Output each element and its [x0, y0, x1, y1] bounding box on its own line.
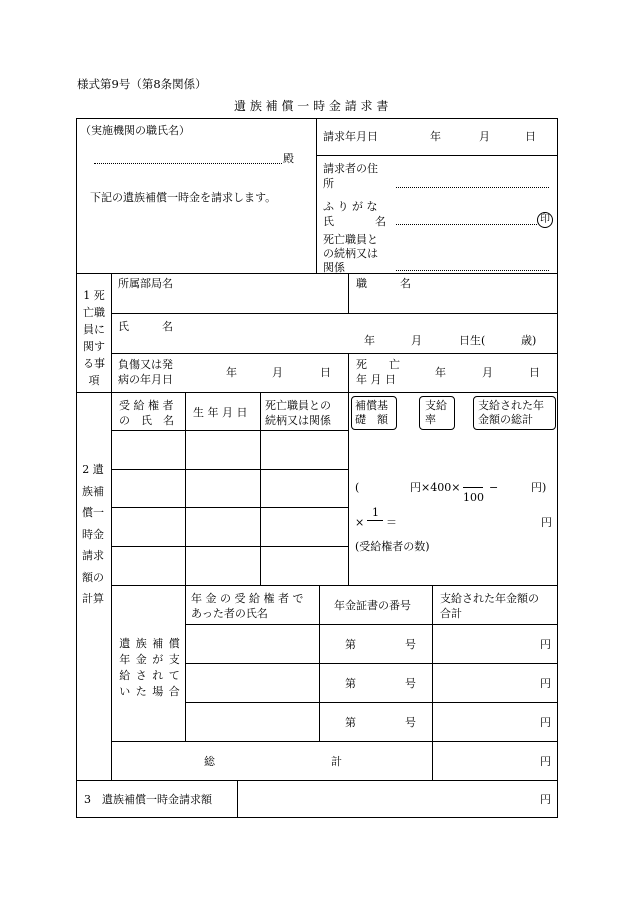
form-number: 様式第9号（第8条関係） — [77, 77, 207, 91]
section2-heading: 2 遺族補償一時金請求額の計算 — [82, 463, 104, 605]
total-label-1: 総 — [204, 755, 215, 768]
formula-yen: 円 — [541, 516, 552, 529]
death-day: 日 — [529, 366, 540, 379]
row2-go: 号 — [405, 677, 416, 690]
claimant-name-field[interactable] — [396, 224, 537, 225]
formula-eq: ＝ — [386, 516, 397, 529]
pension-case-label: 遺 族 補 償 年 金 が 支 給 さ れ て い た 場 合 — [119, 637, 181, 698]
name-label-1: 氏 — [323, 215, 334, 228]
row3-yen: 円 — [540, 716, 551, 729]
basic-label-2: 礎 額 — [355, 413, 388, 426]
injury-label-2: 病の年月日 — [118, 373, 173, 386]
formula-times: × — [355, 516, 365, 529]
formula-open: ( — [355, 481, 360, 494]
date-month: 月 — [479, 130, 490, 143]
relation-label-1: 死亡職員と — [323, 233, 378, 246]
birth-month: 月 — [411, 334, 422, 347]
row3-go: 号 — [405, 716, 416, 729]
formula-count: (受給権者の数) — [355, 540, 430, 553]
section3-yen: 円 — [540, 793, 551, 806]
row2-yen: 円 — [540, 677, 551, 690]
basic-label-1: 補償基 — [355, 399, 388, 412]
death-label-1: 死 亡 — [356, 358, 400, 371]
post-label: 職 名 — [356, 277, 411, 290]
date-label: 請求年月日 — [323, 130, 378, 143]
relation-field[interactable] — [396, 270, 549, 271]
row1-dai: 第 — [345, 638, 356, 651]
agency-label: （実施機関の職氏名） — [80, 124, 190, 137]
name-label-2: 名 — [375, 215, 386, 228]
row1-yen: 円 — [540, 638, 551, 651]
death-label-2: 年 月 日 — [356, 373, 396, 386]
dono-label: 殿 — [283, 152, 294, 165]
formula-fraction-bar-2 — [367, 520, 383, 521]
date-day: 日 — [525, 130, 536, 143]
death-year: 年 — [435, 366, 446, 379]
row2-dai: 第 — [345, 677, 356, 690]
col-relation-1: 死亡職員との — [265, 399, 331, 412]
formula-minus: − — [489, 481, 499, 494]
agency-name-field[interactable] — [94, 163, 282, 164]
rate-label-2: 率 — [425, 413, 436, 426]
furigana-label: ふ り が な — [323, 200, 378, 213]
dept-label: 所属部局名 — [118, 277, 173, 290]
col-birth: 生 年 月 日 — [193, 406, 248, 419]
paid-amount-label-1: 支給された年金額の — [440, 592, 539, 605]
total-yen: 円 — [540, 755, 551, 768]
formula-fraction-bar-1 — [463, 487, 483, 488]
formula-yen-400: 円×400× — [410, 481, 461, 494]
address-field[interactable] — [396, 187, 549, 188]
col-relation-2: 続柄又は関係 — [265, 414, 331, 427]
section1-heading: 1 死亡職員に関する事項 — [83, 289, 105, 387]
form-title: 遺 族 補 償 一 時 金 請 求 書 — [234, 99, 389, 113]
formula-yen-close: 円) — [531, 481, 547, 494]
total-label-2: 計 — [331, 755, 342, 768]
injury-year: 年 — [226, 366, 237, 379]
injury-label-1: 負傷又は発 — [118, 358, 173, 371]
rate-label-1: 支給 — [425, 399, 447, 412]
row1-go: 号 — [405, 638, 416, 651]
col-recipient-1: 受 給 権 者 — [119, 399, 174, 412]
birth-day: 日生( — [459, 334, 486, 347]
section3-label: 3 遺族補償一時金請求額 — [84, 793, 212, 806]
relation-label-3: 関係 — [323, 261, 345, 274]
date-year: 年 — [430, 130, 441, 143]
address-label-2: 所 — [323, 177, 334, 190]
injury-month: 月 — [272, 366, 283, 379]
paid-total-label-1: 支給された年 — [478, 399, 544, 412]
birth-year: 年 — [364, 334, 375, 347]
seal-mark: 印 — [537, 212, 553, 228]
pension-recipient-label-1: 年 金 の 受 給 権 者 で — [191, 592, 304, 605]
pension-recipient-label-2: あった者の氏名 — [191, 607, 268, 620]
request-statement: 下記の遺族補償一時金を請求します。 — [90, 191, 277, 204]
injury-day: 日 — [320, 366, 331, 379]
relation-label-2: の続柄又は — [323, 247, 378, 260]
col-recipient-2: の 氏 名 — [119, 414, 174, 427]
deceased-name-label: 氏 名 — [118, 320, 173, 333]
age-label: 歳) — [521, 334, 537, 347]
certificate-number-label: 年金証書の番号 — [334, 599, 411, 612]
formula-one: 1 — [372, 506, 379, 519]
address-label-1: 請求者の住 — [323, 162, 378, 175]
paid-amount-label-2: 合計 — [440, 607, 462, 620]
formula-denom: 100 — [463, 491, 484, 504]
row3-dai: 第 — [345, 716, 356, 729]
death-month: 月 — [482, 366, 493, 379]
paid-total-label-2: 金額の総計 — [478, 413, 533, 426]
